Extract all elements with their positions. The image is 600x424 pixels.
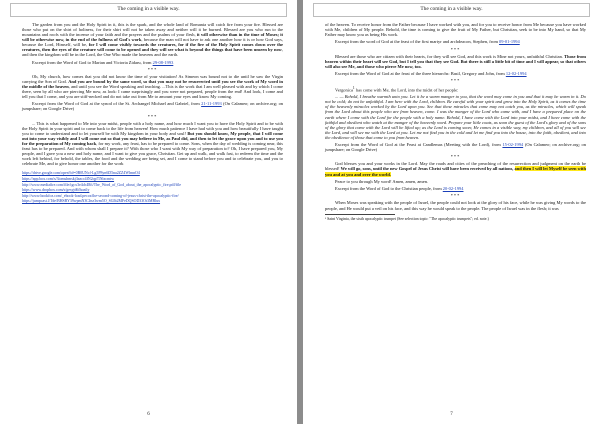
footnote-link[interactable]: http://www.bookfoz.com/_ebook-load.pecos/the-second-coming-of-jesus-christ-the-apocalyptic-fire/ xyxy=(22,193,179,198)
left-page-body xyxy=(22,22,283,205)
paragraph: Peace to you through My word! Amen, amen, amen. xyxy=(335,178,429,184)
right-page xyxy=(303,0,600,424)
date-link[interactable]: 12-02-1994 xyxy=(505,71,527,77)
footnotes xyxy=(22,171,283,204)
footnote-link[interactable]: https://jumpcast.l/Tde/BHSRY39wpmN3CJnz3wm5O_SGlb2MFeDQSOD33Ot3MBlux xyxy=(22,199,161,204)
running-head: The coming in a visible way. xyxy=(10,3,287,17)
excerpt-source: Excerpt from the Word of God at the Feast at Candlemas (Meeting with the Lord), from 15-02-1994 (On Calameo; on archive.org; on jumpshare; on Google Drive) xyxy=(325,141,586,152)
separator-stars: *** xyxy=(450,46,461,52)
separator-stars: *** xyxy=(147,66,158,72)
date-link[interactable]: 29-08-1993 xyxy=(152,59,174,65)
footnote-marker[interactable]: 1 xyxy=(352,85,355,90)
excerpt-source: Excerpt from the Word of God at the synod of the St. Archangel Michael and Gabriel, from 21-11-1993 (On Calameo; on archive.org; on jumpshare; on Google Drive) xyxy=(22,101,284,112)
source-refs[interactable]: (On Calameo; on archive.org; on jumpshare; on Google Drive) xyxy=(22,101,284,112)
running-head: The coming in a visible way. xyxy=(313,3,590,17)
separator-stars: *** xyxy=(450,154,461,160)
paragraph: The garden from you and the Holy Spirit in it, this is the spark, and the whole land of Romania will catch fire from your fire. Blessed are those who put on the shirt of holiness, for their shirt will not be taken away and neither will it be burned. Blessed are you who run to the mountains and roofs with the incense of your faith and the prayers and the psalms of your flesh, it will otherwise than in the time of Moses; it will be otherwise now, in the end of the fullness of God's work, because the man will not have to ask one another how it is or how God says, because the Lord, Himself, will be, for I will come visibly towards the creatures, for if the fire of the Holy Spirit comes down over the creatures, then the eyes of the creature will come to be opened and they will see what is beyond the things that have been unseen by now, and then the kingdom will be in the Lord, the One Who made the heavens and the earth. xyxy=(22,22,283,58)
footnote-link[interactable]: https://app.box.com/s/3icmuhmskj3azcc4fN2qp7l56xcmtw xyxy=(22,176,115,181)
footnote-text: ¹ Saint Virginia, the sixth apocalyptic trumpet (See selection topic: "The apocalyptic trumpets"; ed. note.) xyxy=(325,216,489,221)
right-page-body xyxy=(325,22,586,221)
quoted-message: ... — Behold, I breathe warmth unto you. Let it be a warm manger to you, that the word may come in you and that it may be warm in it. Do not be cold; do not be unfaithful. I am here with the Lord, children. Be careful with your spirit and grow into the Holy Spirit, as it comes the time of the heavenly miracles worked by the Lord upon you. See that these miracles that come may not catch you, as the miracles, which will speak from the Lord about this people who are from heaven, come. I was the manger of the Lord who came with, and I have a prepared place on the earth where I come with the Lord for the people with a holy name. Behold, I have come with the Lord into your midst, and I have come with the faithful and obedient who watch at the manger of the heavenly word. Prepare your little coats, as soon the guest of the Lord's glory and of the sons of the glory that come with the Lord will be lifted up; as the Lord is coming soon; He comes in a visible way, my children, and all of you will see the Lord, and will see me with the Lord at you. Let me not find you in the cold and let me find you into the house, into the faith, obedient, and into the obedience of those that come to you from heaven. xyxy=(325,94,586,140)
source-refs[interactable]: (On Calameo; on archive.org; on jumpshare; on Google Drive) xyxy=(325,141,586,152)
date-link[interactable]: 09-01-1994 xyxy=(499,39,520,45)
footnote-link[interactable]: https://drive.google.com/open?id=0B0UNcf-Lg5P8yn6D5na2ZZ4WlmnO4 xyxy=(22,171,140,176)
date-link[interactable]: 20-02-1994 xyxy=(442,186,464,191)
date-link[interactable]: 15-02-1994 xyxy=(502,141,524,147)
paragraph: of the heaven. To receive honor from the Father because I have worked with you, and for you to receive honor from Me because you have worked with Me, children of My people. Behold, the time is coming to give the fruit of My Father, but Christian, seek to be into My hand, so that My Father may know you as being His work. xyxy=(325,22,586,38)
excerpt-source: Excerpt from the Word of God to Marian and Victoria Zidaru, from 29-08-1993 xyxy=(32,59,174,65)
separator-stars: *** xyxy=(147,113,158,119)
excerpt-source: Excerpt from the word of God at the feast of the first martyr and archdeacon, Stephen, from 09-01-1994 xyxy=(335,39,520,45)
excerpt-source: Excerpt from the Word of God to the Christian people, from 20-02-1994 xyxy=(335,186,464,191)
left-page xyxy=(0,0,297,424)
page-number: 7 xyxy=(450,412,453,417)
footnote-divider xyxy=(325,214,395,215)
paragraph: God blesses you and your works in the Lord. May the roads and cities of the preaching of the resurrection and judgment on the earth be blessed! We will go, sons, until the new Gospel of Jesus Christ will have been received by all nations, and then I will let Myself be seen with you and at you and over the world. xyxy=(325,161,587,177)
page-number: 6 xyxy=(147,412,150,417)
paragraph: When Moses was speaking with the people of Israel, the people could not look at the glory of his face, while he was giving My words to the people, and He would put a veil on his face, and this way he would speak to the people. The people of Israel was in the flesh; it was xyxy=(325,200,586,211)
footnote-link[interactable]: http://www.mediafire.com/file/tgcx3e4ch48ft/The_Word_of_God_about_the_apocalyptic_fire.pdf/file xyxy=(22,182,182,187)
paragraph: Vergonica$^1$ has come with Me, the Lord, into the midst of her people: xyxy=(335,85,459,93)
highlighted-text: and then I will let Myself be seen with you and at you and over the world. xyxy=(325,166,587,177)
paragraph: ... This is what happened to Me into your midst, people with a holy name, and how much I want you to have the Holy Spirit and to be with the Holy Spirit in your spirit and to come back to the life from heaven! How much patience I have had with you and how beautifully I have taught you to come to understand and to let yourself be with My kingdom in your body and soul! But you should know, My people, that I will come out into your way visibly and I will come out so that you may believe in Me, as Paul did, and then to let the grace upon you and to use you for the preparation of My coming back, for my work, any feast, has to be prepared to come. Sons, when the day of wedding is coming near, this feast has to be prepared. And with whom shall I prepare it? With those who I want with My way of preparation to? Oh, I have prepared you, My people, and I gave you a new and holy name, and I want to give you grace, Christian. Get up and walk, and walk fast, to redeem the time and the work left behind, for behold, the tables, the food and the wedding are being set, and I come to stand before you and to celebrate you, and you to celebrate Me, and to give honor one another for the work xyxy=(22,120,284,167)
separator-stars: *** xyxy=(450,78,461,84)
date-link[interactable]: 21-11-1993 xyxy=(201,101,222,107)
footnote-link[interactable]: https://www.dropbox.com/s/gesyjd6fhoztly xyxy=(22,188,90,193)
paragraph: Oh, My church, how comes that you did not know the time of your visitation! As Simeon was bound not to die until he saw the Virgin carrying the Son of God. And you are bound by the same word, so that you may not be resurrected until you see the work of My word in the middle of the heaven, and until you see the Word speaking and teaching. ...This is the work that I am well pleased with and by which I come there, seen by all who are piercing Me now, as look: I came surprisingly and you were not prepared, people from the end! And look, I come and tell you that I come, and you are stiff-necked and do not take out from Me to amount your eyes and know My coming. xyxy=(22,73,283,100)
excerpt-source: Excerpt from the Word of God at the feast of the three hierarchs: Basil, Gregory and John, from 12-02-1994 xyxy=(335,71,527,77)
separator-stars: *** xyxy=(450,193,461,199)
paragraph: Blessed are those who are citizen with their hearts, for they will see God, and this work is Mine not yours, unfaithful Christian. Those from heaven within their heart will see God, but I tell you that they see God. But there is still a little bit of time and I will appear, so that others will also see Me, and those who pierce Me now, too. xyxy=(325,53,586,69)
